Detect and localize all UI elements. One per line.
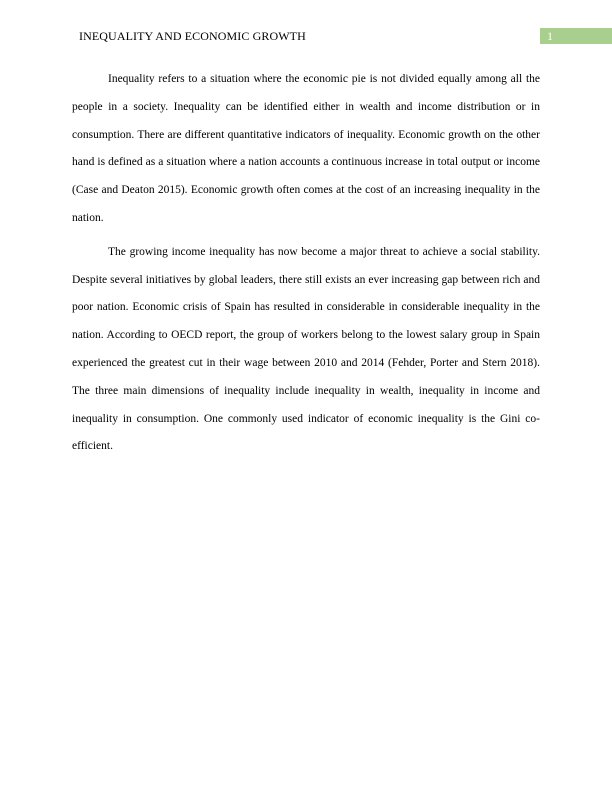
running-header-title: INEQUALITY AND ECONOMIC GROWTH — [79, 29, 306, 43]
page-number-box — [540, 28, 612, 44]
paragraph-inequality-definition: Inequality refers to a situation where the economic pie is not divided equally among all the people in a society. Inequality can be identified either in wealth and income distribution or in consumption. There are different quantitative indicators of inequality. Economic growth on the other hand is defined as a situation where a nation accounts a continuous increase in total output or income (Case and Deaton 2015). Economic growth often comes at the cost of an increasing inequality in the nation. — [72, 73, 540, 224]
page-number: 1 — [547, 29, 553, 43]
paragraph-income-inequality: The growing income inequality has now become a major threat to achieve a social stability. Despite several initiatives by global leaders, there still exists an ever increasing gap between rich and poor nation. Economic crisis of Spain has resulted in considerable in considerable inequality in the nation. According to OECD report, the group of workers belong to the lowest salary group in Spain experienced the greatest cut in their wage between 2010 and 2014 (Fehder, Porter and Stern 2018). The three main dimensions of inequality include inequality in wealth, inequality in income and inequality in consumption. One commonly used indicator of economic inequality is the Gini co-efficient. — [72, 245, 540, 453]
document-body — [72, 66, 540, 467]
